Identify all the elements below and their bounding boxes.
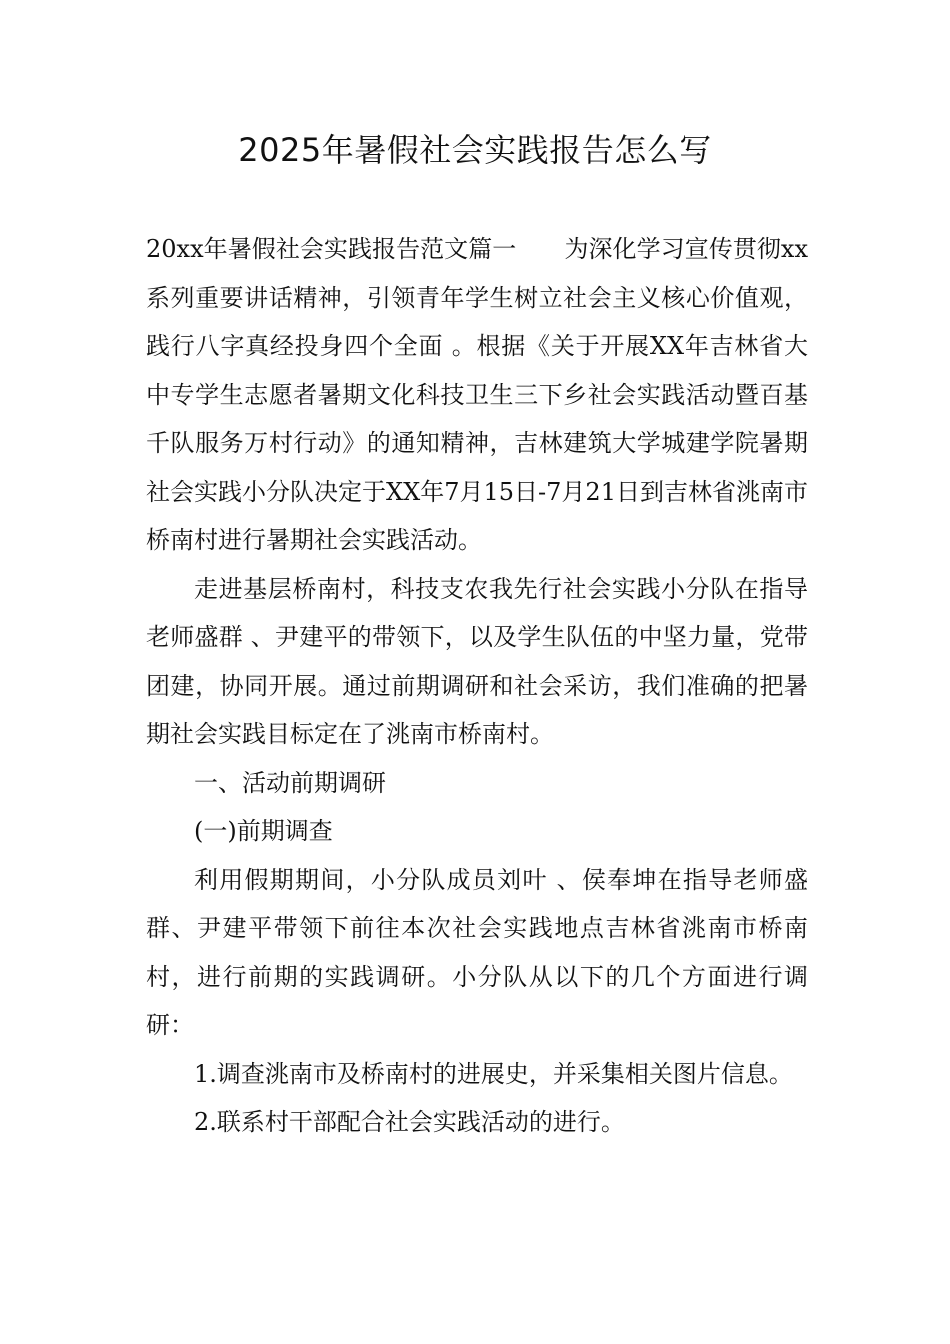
paragraph-survey: 利用假期期间，小分队成员刘叶 、侯奉坤在指导老师盛群、尹建平带领下前往本次社会实践地点吉林省洮南市桥南村，进行前期的实践调研。小分队从以下的几个方面进行调研： [146, 865, 808, 1039]
document-body [146, 225, 808, 1147]
paragraph-intro: 20xx年暑假社会实践报告范文篇一 为深化学习宣传贯彻xx系列重要讲话精神，引领青年学生树立社会主义核心价值观，践行八字真经投身四个全面 。根据《关于开展XX年吉林省大中专学生志愿者暑期文化科技卫生三下乡社会实践活动暨百基千队服务万村行动》的通知精神，吉林建筑大学城建学院暑期社会实践小分队决定于XX年7月15日-7月21日到吉林省洮南市桥南村进行暑期社会实践活动。 [146, 235, 808, 554]
paragraph-team: 走进基层桥南村，科技支农我先行社会实践小分队在指导老师盛群 、尹建平的带领下，以及学生队伍的中坚力量，党带团建，协同开展。通过前期调研和社会采访，我们准确的把暑期社会实践目标定在了洮南市桥南村。 [146, 574, 808, 748]
list-item: 2.联系村干部配合社会实践活动的进行。 [194, 1108, 625, 1136]
list-item: 1.调查洮南市及桥南村的进展史，并采集相关图片信息。 [194, 1059, 793, 1088]
section-heading: 一、活动前期调研 [194, 768, 386, 797]
document-title: 2025年暑假社会实践报告怎么写 [238, 131, 712, 169]
subsection-heading: (一)前期调查 [194, 817, 333, 845]
